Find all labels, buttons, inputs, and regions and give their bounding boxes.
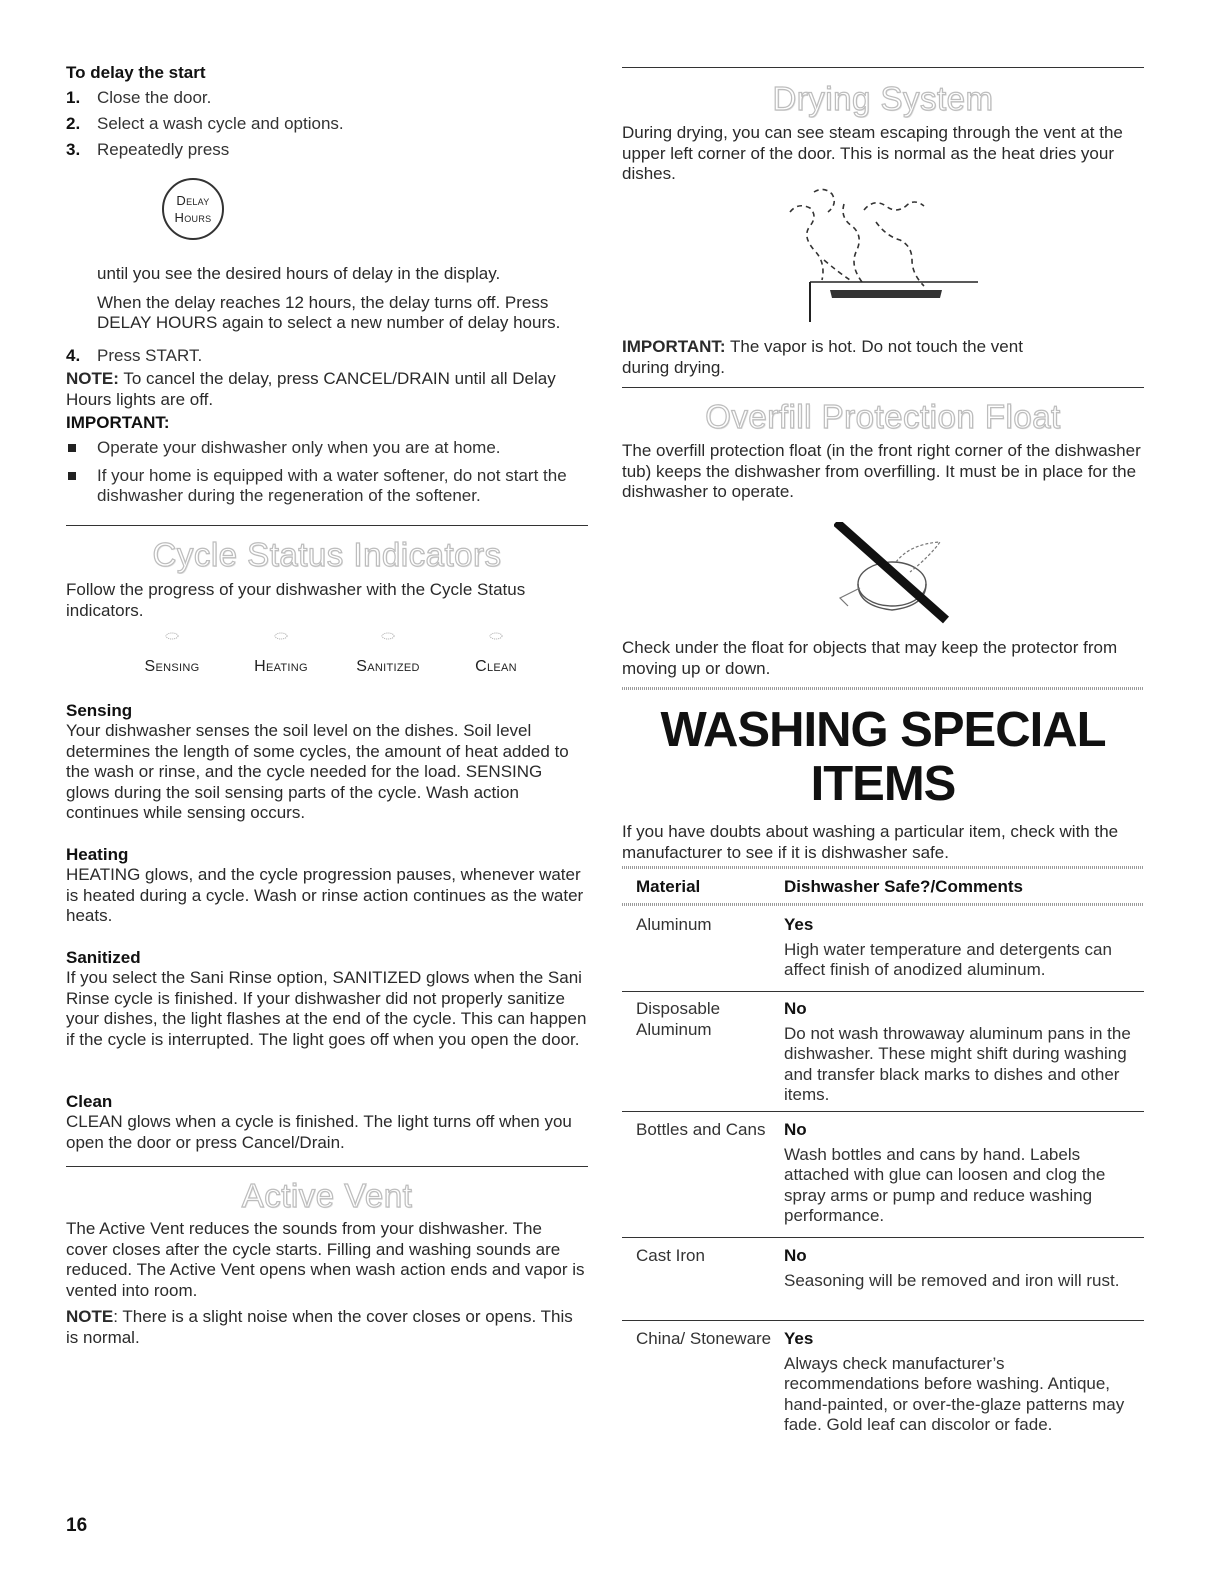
- sensing-heading: Sensing: [66, 701, 133, 720]
- delay-note: NOTE: To cancel the delay, press CANCEL/DRAIN until all Delay Hours lights are off.: [66, 369, 556, 409]
- table-row: Cast Iron No Seasoning will be removed and iron will rust.: [622, 1238, 1144, 1321]
- overfill-title: Overfill Protection Float: [705, 398, 1061, 435]
- indicator-light-icon: [381, 632, 395, 640]
- divider: [622, 67, 1144, 68]
- indicator-heating: Heating: [241, 632, 321, 676]
- delay-when-text: When the delay reaches 12 hours, the delay turns off. Press DELAY HOURS again to select a new number of delay hours.: [97, 292, 561, 332]
- column-header-material: Material: [636, 877, 701, 896]
- delay-until-text: until you see the desired hours of delay in the display.: [97, 264, 501, 283]
- delay-important-label: IMPORTANT:: [66, 413, 170, 432]
- dotted-divider: [622, 866, 1144, 869]
- table-row: Aluminum Yes High water temperature and detergents can affect finish of anodized aluminum.: [622, 915, 1144, 992]
- overfill-float-no-icon: [834, 522, 954, 624]
- indicator-sensing: Sensing: [132, 632, 212, 676]
- indicator-light-icon: [165, 632, 179, 640]
- overfill-check-text: Check under the float for objects that may keep the protector from moving up or down.: [622, 638, 1118, 678]
- page-number: 16: [66, 1515, 88, 1536]
- active-vent-note: NOTE: There is a slight noise when the cover closes or opens. This is normal.: [66, 1307, 573, 1347]
- indicator-sanitized: Sanitized: [343, 632, 433, 676]
- bullet-item: Operate your dishwasher only when you are at home.: [66, 438, 588, 459]
- heating-text: HEATING glows, and the cycle progression pauses, whenever water is heated during a cycle. Wash or rinse action continues as the water heats.: [66, 865, 584, 925]
- active-vent-title: Active Vent: [241, 1177, 413, 1214]
- divider: [622, 387, 1144, 388]
- delay-heading: To delay the start: [66, 63, 206, 82]
- drying-important: IMPORTANT: The vapor is hot. Do not touch the vent during drying.: [622, 337, 1023, 377]
- delay-step: 3. Repeatedly press: [66, 140, 230, 159]
- divider: [66, 1166, 588, 1167]
- drying-system-title: Drying System: [772, 80, 994, 117]
- delay-important-list: [66, 438, 588, 507]
- drying-text: During drying, you can see steam escaping through the vent at the upper left corner of the door. This is normal as the heat dries your dishes.: [622, 123, 1123, 183]
- delay-hours-button-icon: Delay Hours: [162, 178, 224, 240]
- sanitized-heading: Sanitized: [66, 948, 141, 967]
- overfill-text: The overfill protection float (in the front right corner of the dishwasher tub) keeps the dishwasher from overfilling. It must be in place for the dishwasher to operate.: [622, 441, 1141, 501]
- column-header-comments: Dishwasher Safe?/Comments: [784, 877, 1024, 896]
- divider: [66, 525, 588, 526]
- table-row: Disposable Aluminum No Do not wash throwaway aluminum pans in the dishwasher. These might shift during washing and transfer black marks to dishes and other items.: [622, 992, 1144, 1112]
- cycle-status-intro: Follow the progress of your dishwasher with the Cycle Status indicators.: [66, 580, 526, 620]
- dotted-divider: [622, 687, 1144, 690]
- indicator-light-icon: [274, 632, 288, 640]
- square-bullet-icon: [68, 444, 76, 452]
- active-vent-text: The Active Vent reduces the sounds from your dishwasher. The cover closes after the cycle starts. Filling and washing sounds are reduced. The Active Vent opens when wash action ends and vapor is vented into room.: [66, 1219, 585, 1300]
- washing-title: WASHING SPECIAL ITEMS: [660, 703, 1106, 811]
- cycle-status-indicators: [66, 632, 588, 692]
- sanitized-text: If you select the Sani Rinse option, SANITIZED glows when the Sani Rinse cycle is finished. If your dishwasher did not properly sanitize your dishes, the light flashes at the end of the cycle. This can happen if the cycle is interrupted. The light goes off when you open the door.: [66, 968, 587, 1049]
- square-bullet-icon: [68, 472, 76, 480]
- delay-steps: [66, 85, 588, 163]
- steam-vent-illustration: [780, 182, 980, 324]
- clean-heading: Clean: [66, 1092, 113, 1111]
- clean-text: CLEAN glows when a cycle is finished. The light turns off when you open the door or press Cancel/Drain.: [66, 1112, 572, 1152]
- heating-heading: Heating: [66, 845, 129, 864]
- cycle-status-title: Cycle Status Indicators: [152, 536, 502, 573]
- delay-step-4: 4. Press START.: [66, 346, 203, 365]
- table-row: China/ Stoneware Yes Always check manufacturer’s recommendations before washing. Antique, hand-painted, or over-the-glaze patterns may fade. Gold leaf can discolor or fade.: [636, 1329, 1125, 1434]
- delay-step: 1. Close the door.: [66, 88, 212, 107]
- washing-intro: If you have doubts about washing a particular item, check with the manufacturer to see if it is dishwasher safe.: [622, 822, 1119, 862]
- sensing-text: Your dishwasher senses the soil level on the dishes. Soil level determines the length of some cycles, the amount of heat added to the wash or rinse, and the cycle needed for the load. SENSING glows during the soil sensing parts of the cycle. Wash action continues while sensing occurs.: [66, 721, 569, 822]
- washing-table: [622, 915, 1144, 1436]
- table-header: [622, 877, 1144, 897]
- bullet-item: If your home is equipped with a water softener, do not start the dishwasher during the regeneration of the softener.: [66, 466, 588, 507]
- indicator-clean: Clean: [456, 632, 536, 676]
- delay-step: 2. Select a wash cycle and options.: [66, 114, 344, 133]
- dotted-divider: [622, 903, 1144, 906]
- table-row: Bottles and Cans No Wash bottles and cans by hand. Labels attached with glue can loosen and clog the spray arms or pump and reduce washing performance.: [622, 1112, 1144, 1238]
- indicator-light-icon: [489, 632, 503, 640]
